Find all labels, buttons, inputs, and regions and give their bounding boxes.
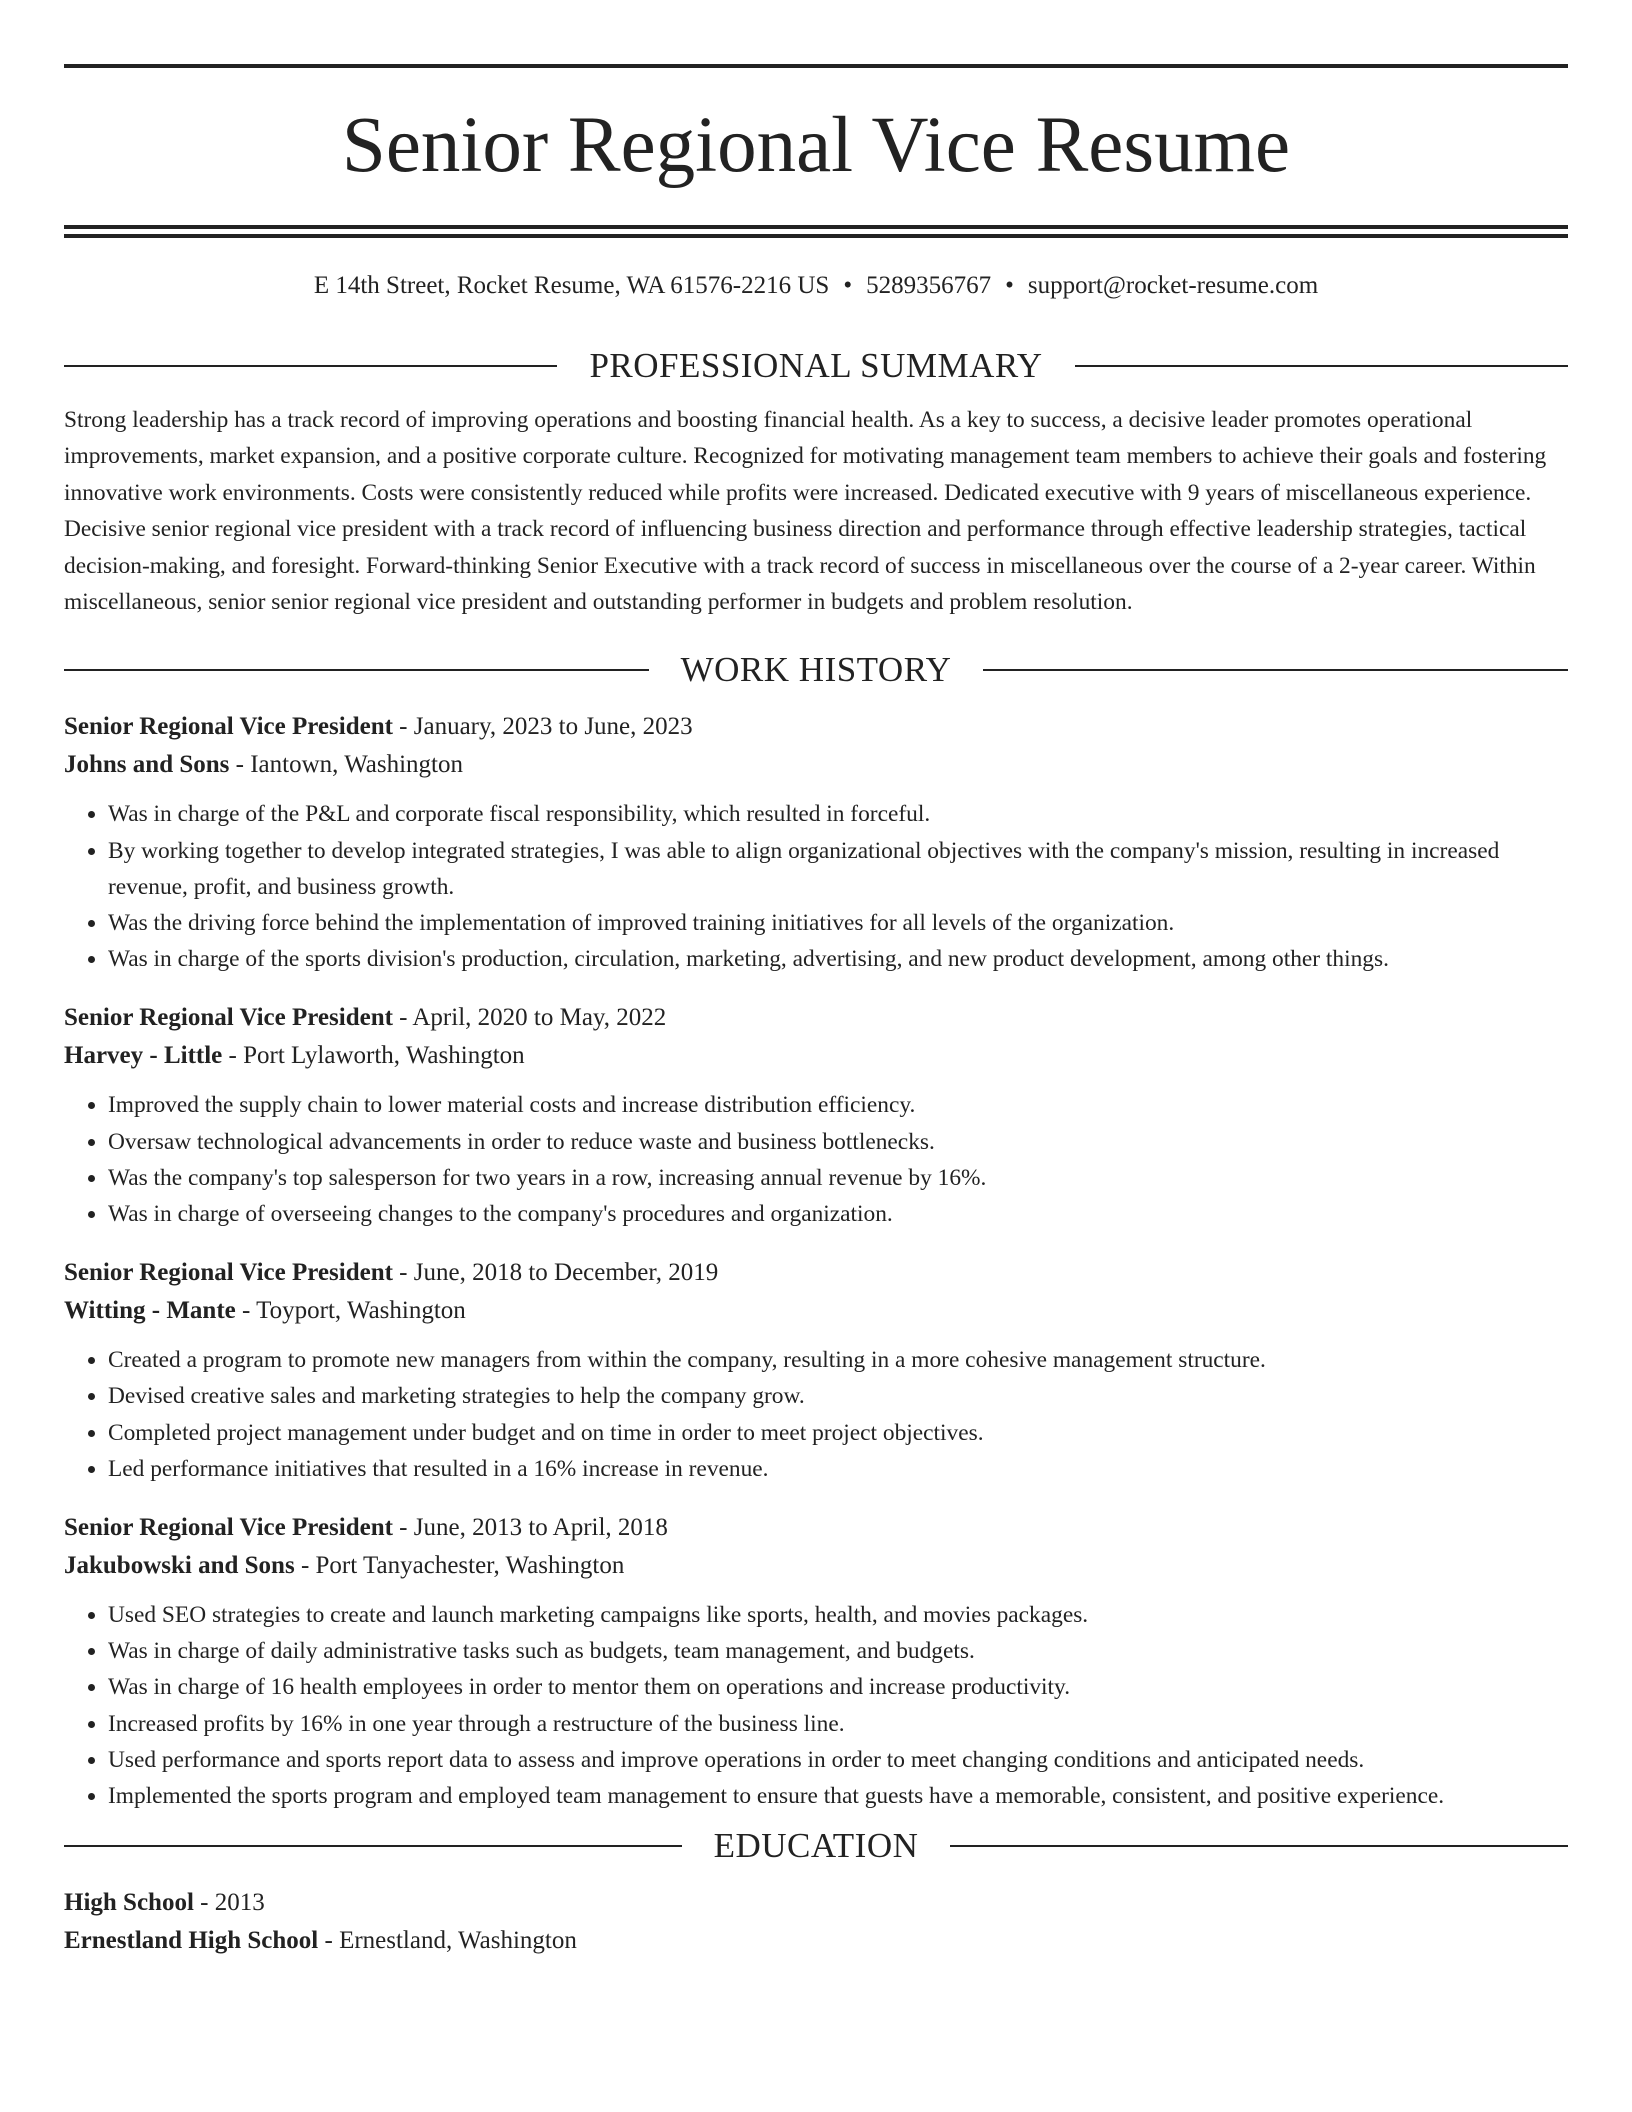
job-bullet: • Was in charge of overseeing changes to the company's procedures and organization. [108, 1196, 1568, 1232]
education-degree: High School [64, 1889, 194, 1917]
heading-rule-right [950, 1845, 1568, 1847]
dash: - [193, 1889, 215, 1917]
contact-email: support@rocket-resume.com [1027, 272, 1319, 299]
job-bullet: • Completed project management under budget and on time in order to meet project objectives. [108, 1415, 1568, 1451]
job-bullet-list [64, 1087, 1568, 1232]
job-company-line [64, 746, 1568, 784]
dash: - [229, 751, 251, 779]
job-bullet-list [64, 796, 1568, 977]
resume-page [64, 64, 1568, 1960]
education-entry [64, 1884, 1568, 1960]
work-history-list [64, 708, 1568, 1814]
summary-text: Strong leadership has a track record of improving operations and boosting financial health. As a key to success, a decisive leader promotes operational improvements, market expansion, and a positive corporate culture. Recognized for motivating management team members to achieve their goals and fostering innovative work environments. Costs were consistently reduced while profits were increased. Dedicated executive with 9 years of miscellaneous experience. Decisive senior regional vice president with a track record of influencing business direction and performance through effective leadership strategies, tactical decision-making, and foresight. Forward-thinking Senior Executive with a track record of success in miscellaneous over the course of a 2-year career. Within miscellaneous, senior senior regional vice president and outstanding performer in budgets and problem resolution. [64, 407, 1547, 616]
job-entry [64, 1254, 1568, 1487]
job-bullet: • Used performance and sports report data to assess and improve operations in order to meet changing conditions and anticipated needs. [108, 1742, 1568, 1778]
dash: - [294, 1552, 316, 1580]
job-company: Witting - Mante [64, 1297, 236, 1325]
dash: - [392, 1514, 414, 1542]
job-bullet: • Led performance initiatives that resulted in a 16% increase in revenue. [108, 1451, 1568, 1487]
job-company-line [64, 1037, 1568, 1075]
education-location: Ernestland, Washington [339, 1927, 577, 1955]
job-title: Senior Regional Vice President [64, 1514, 393, 1542]
job-bullet-list [64, 1342, 1568, 1487]
job-company: Jakubowski and Sons [64, 1552, 295, 1580]
job-bullet: • By working together to develop integrated strategies, I was able to align organizational objectives with the company's mission, resulting in increased revenue, profit, and business growth. [108, 833, 1568, 905]
job-dates: January, 2023 to June, 2023 [413, 713, 693, 741]
heading-rule-left [64, 669, 649, 671]
job-location: Iantown, Washington [250, 751, 463, 779]
dash: - [392, 1259, 414, 1287]
heading-rule-right [1075, 365, 1568, 367]
job-bullet: • Oversaw technological advancements in order to reduce waste and business bottlenecks. [108, 1124, 1568, 1160]
job-entry [64, 708, 1568, 977]
contact-line [64, 270, 1568, 302]
dash: - [392, 1004, 413, 1032]
job-title-line [64, 1254, 1568, 1292]
job-title: Senior Regional Vice President [64, 713, 393, 741]
job-bullet: • Improved the supply chain to lower material costs and increase distribution efficiency. [108, 1087, 1568, 1123]
job-title: Senior Regional Vice President [64, 1259, 393, 1287]
job-bullet: • Created a program to promote new managers from within the company, resulting in a more cohesive management structure. [108, 1342, 1568, 1378]
job-entry [64, 999, 1568, 1232]
job-entry [64, 1509, 1568, 1814]
job-company: Johns and Sons [64, 751, 230, 779]
resume-title: Senior Regional Vice Resume [341, 102, 1291, 189]
job-bullet: • Was in charge of the P&L and corporate fiscal responsibility, which resulted in forceful. [108, 796, 1568, 832]
job-bullet: • Implemented the sports program and employed team management to ensure that guests have a memorable, consistent, and positive experience. [108, 1778, 1568, 1814]
job-location: Port Tanyachester, Washington [315, 1552, 625, 1580]
title-rule-lower [64, 234, 1568, 238]
heading-rule-right [983, 669, 1568, 671]
job-company: Harvey - Little [64, 1042, 223, 1070]
dash: - [318, 1927, 340, 1955]
job-bullet: • Was in charge of 16 health employees in order to mentor them on operations and increase productivity. [108, 1669, 1568, 1705]
work-history-heading-label: WORK HISTORY [680, 650, 952, 690]
job-title-line [64, 999, 1568, 1037]
job-location: Toyport, Washington [256, 1297, 466, 1325]
job-dates: June, 2018 to December, 2019 [413, 1259, 719, 1287]
job-bullet: • Devised creative sales and marketing strategies to help the company grow. [108, 1378, 1568, 1414]
work-history-heading [64, 648, 1568, 692]
title-rule-upper [64, 225, 1568, 229]
heading-rule-left [64, 365, 557, 367]
dash: - [222, 1042, 244, 1070]
job-dates: June, 2013 to April, 2018 [413, 1514, 668, 1542]
dash: - [235, 1297, 257, 1325]
education-heading-label: EDUCATION [713, 1826, 919, 1866]
contact-phone: 5289356767 [866, 272, 992, 299]
job-dates: April, 2020 to May, 2022 [412, 1004, 667, 1032]
job-location: Port Lylaworth, Washington [243, 1042, 525, 1070]
job-title-line [64, 708, 1568, 746]
heading-rule-left [64, 1845, 682, 1847]
job-bullet: • Was in charge of daily administrative tasks such as budgets, team management, and budgets. [108, 1633, 1568, 1669]
job-bullet: • Was the driving force behind the implementation of improved training initiatives for all levels of the organization. [108, 905, 1568, 941]
dash: - [392, 713, 414, 741]
job-title-line [64, 1509, 1568, 1547]
summary-heading [64, 344, 1568, 388]
education-school: Ernestland High School [64, 1927, 319, 1955]
contact-address: E 14th Street, Rocket Resume, WA 61576-2216 US [313, 272, 830, 299]
job-bullet-list [64, 1597, 1568, 1814]
job-bullet: • Was the company's top salesperson for two years in a row, increasing annual revenue by 16%. [108, 1160, 1568, 1196]
education-year: 2013 [214, 1889, 265, 1917]
job-bullet: • Used SEO strategies to create and launch marketing campaigns like sports, health, and movies packages. [108, 1597, 1568, 1633]
contact-separator: • [1005, 272, 1014, 299]
job-company-line [64, 1547, 1568, 1585]
summary-heading-label: PROFESSIONAL SUMMARY [589, 346, 1043, 385]
contact-separator: • [843, 272, 853, 299]
education-heading [64, 1824, 1568, 1868]
job-company-line [64, 1292, 1568, 1330]
top-rule [64, 64, 1568, 68]
education-degree-line [64, 1884, 1568, 1922]
job-bullet: • Was in charge of the sports division's production, circulation, marketing, advertising, and new product development, among other things. [108, 941, 1568, 977]
job-title: Senior Regional Vice President [64, 1004, 393, 1032]
job-bullet: • Increased profits by 16% in one year through a restructure of the business line. [108, 1706, 1568, 1742]
education-school-line [64, 1922, 1568, 1960]
